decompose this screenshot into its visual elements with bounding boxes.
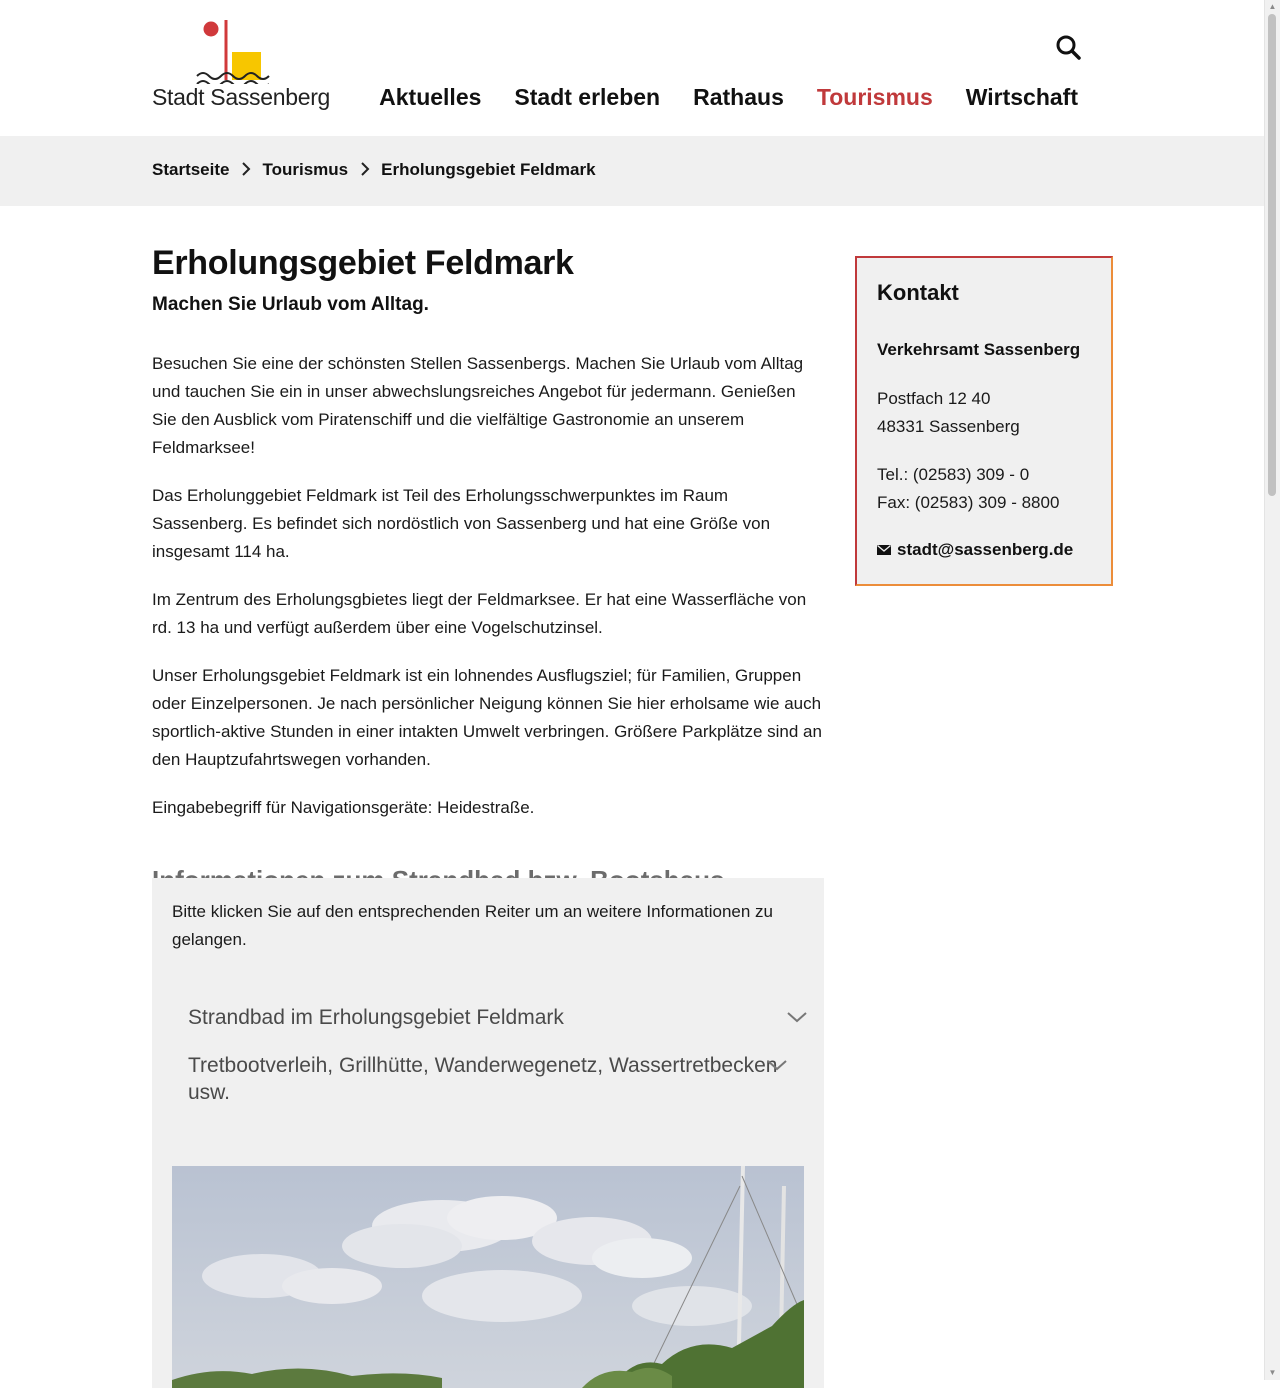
breadcrumb-home[interactable]: Startseite xyxy=(152,160,230,179)
nav-wirtschaft[interactable]: Wirtschaft xyxy=(965,84,1078,110)
breadcrumb-tourismus[interactable]: Tourismus xyxy=(262,160,349,179)
contact-address-line2: 48331 Sassenberg xyxy=(877,417,1020,436)
scrollbar-thumb[interactable] xyxy=(1268,14,1276,496)
paragraph-intro: Besuchen Sie eine der schönsten Stellen Sassenbergs. Machen Sie Urlaub vom Alltag und tauchen Sie ein in unser abwechslungsreiches Angebot für jedermann. Genießen Sie den Ausblick vom Piratenschiff und die vielfältige Gastronomie an unserem Feldmarksee! xyxy=(152,354,804,457)
accordion-tretbootverleih[interactable] xyxy=(188,1052,778,1106)
nav-tourismus[interactable]: Tourismus xyxy=(816,84,933,110)
nav-stadt-erleben[interactable]: Stadt erleben xyxy=(514,84,661,110)
search-icon xyxy=(1055,34,1081,62)
main-navigation xyxy=(346,84,1078,111)
page-subtitle: Machen Sie Urlaub vom Alltag. xyxy=(152,294,429,315)
paragraph-navigation: Eingabebegriff für Navigationsgeräte: Heidestraße. xyxy=(152,798,535,817)
site-logo[interactable] xyxy=(152,18,331,114)
contact-title: Kontakt xyxy=(877,280,959,305)
envelope-icon xyxy=(877,544,891,556)
accordion-strandbad[interactable] xyxy=(188,1004,788,1031)
contact-organisation: Verkehrsamt Sassenberg xyxy=(877,340,1081,359)
chevron-down-icon xyxy=(766,1058,788,1072)
chevron-right-icon xyxy=(348,162,381,179)
info-box xyxy=(152,878,824,1388)
page-scrollbar[interactable] xyxy=(1264,0,1280,1380)
search-button[interactable] xyxy=(1055,34,1081,62)
scroll-up-arrow-icon[interactable]: ▲ xyxy=(1268,2,1277,11)
info-text: Bitte klicken Sie auf den entsprechenden Reiter um an weitere Informationen zu gelangen. xyxy=(172,902,774,949)
accordion-label: Tretbootverleih, Grillhütte, Wanderwegenetz, Wassertretbecken usw. xyxy=(188,1054,778,1104)
scroll-down-arrow-icon[interactable]: ▼ xyxy=(1268,1368,1277,1377)
nav-rathaus[interactable]: Rathaus xyxy=(693,84,784,110)
logo-text: Stadt Sassenberg xyxy=(152,84,331,110)
contact-address-line1: Postfach 12 40 xyxy=(877,389,991,408)
contact-email: stadt@sassenberg.de xyxy=(897,540,1074,559)
breadcrumb-current: Erholungsgebiet Feldmark xyxy=(381,160,596,179)
contact-fax: Fax: (02583) 309 - 8800 xyxy=(877,493,1060,512)
feldmark-photo xyxy=(172,1166,804,1388)
nav-aktuelles[interactable]: Aktuelles xyxy=(379,84,482,110)
contact-email-link[interactable] xyxy=(877,540,1073,560)
contact-box xyxy=(855,256,1113,586)
breadcrumb xyxy=(0,136,1265,206)
chevron-down-icon xyxy=(786,1010,808,1024)
paragraph-size: Das Erholunggebiet Feldmark ist Teil des Erholungsschwerpunktes im Raum Sassenberg. Es befindet sich nordöstlich von Sassenberg und hat eine Größe von insgesamt 114 ha. xyxy=(152,486,771,561)
logo-emblem-icon xyxy=(152,18,312,84)
paragraph-activities: Unser Erholungsgebiet Feldmark ist ein lohnendes Ausflugsziel; für Familien, Gruppen oder Einzelpersonen. Je nach persönlicher Neigung können Sie hier erholsame wie auch sportlich-aktive Stunden in einer intakten Umwelt verbringen. Größere Parkplätze sind an den Hauptzufahrtswegen vorhanden. xyxy=(152,666,822,769)
main-content xyxy=(152,240,824,898)
paragraph-lake: Im Zentrum des Erholungsgbietes liegt der Feldmarksee. Er hat eine Wasserfläche von rd. 13 ha und verfügt außerdem über eine Vogelschutzinsel. xyxy=(152,590,807,637)
contact-phone[interactable]: Tel.: (02583) 309 - 0 xyxy=(877,465,1030,484)
accordion-label: Strandbad im Erholungsgebiet Feldmark xyxy=(188,1006,564,1029)
chevron-right-icon xyxy=(229,162,262,179)
site-header xyxy=(0,0,1265,136)
page-title: Erholungsgebiet Feldmark xyxy=(152,244,574,282)
